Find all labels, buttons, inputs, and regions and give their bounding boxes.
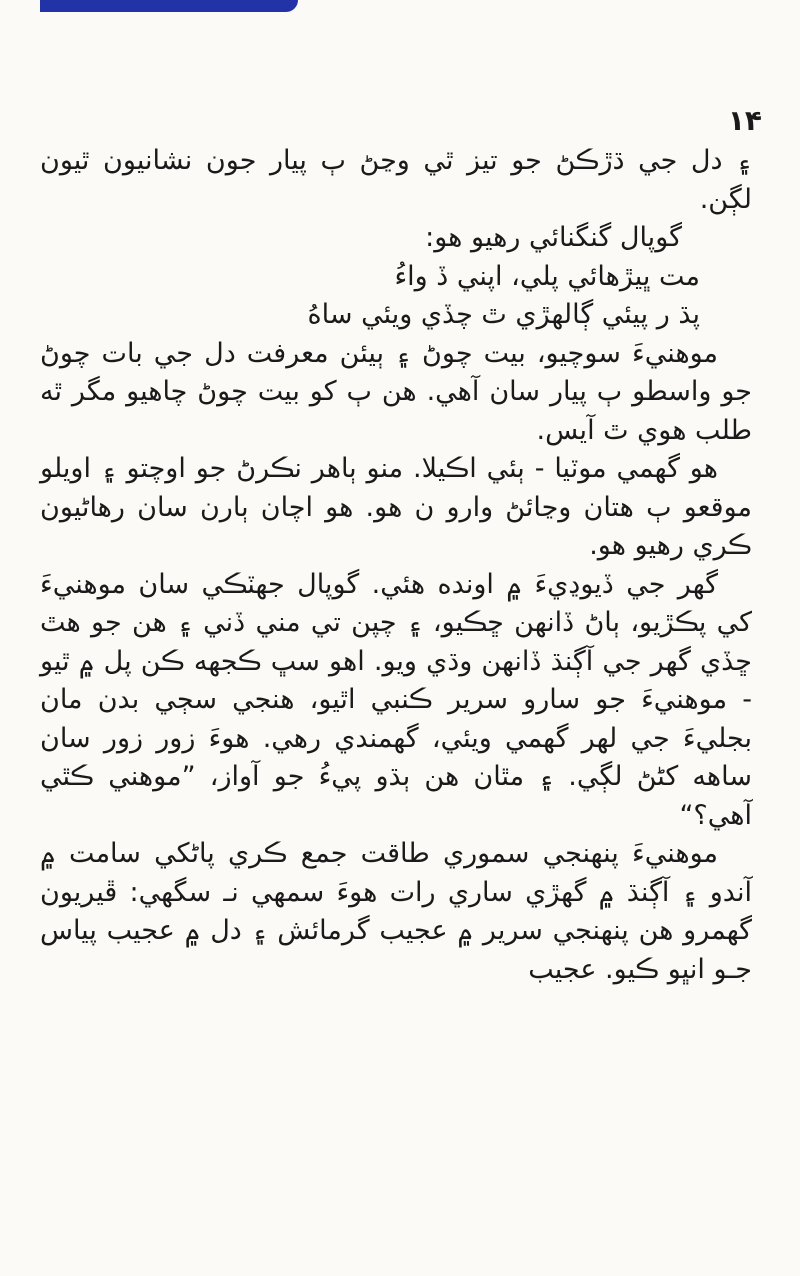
blue-page-edge: [40, 0, 298, 12]
paragraph-4: گهر جي ڏيوڍيءَ ۾ اونده هئي. گوپال جهٽڪي سان موهنيءَ کي پڪڙيو، ٻاڻ ڏانهن ڇڪيو، ۽ چپن تي مني ڏني ۽ هن جو هٿ ڇڏي گهر جي آڳنڌ ڏانهن وڌي ويو. اهو سڀ ڪجهه ڪن پل ۾ ٿيو - موهنيءَ جو سارو سرير ڪنبي اٿيو، هنجي سڄي بدن مان بجليءَ جي لهر گهمي ويئي، گهمندي رهي. هوءَ زور زور سان ساهه کڻڻ لڳي. ۽ مٿان هن ٻڌو پيءُ جو آواز، ”موهني ڪٿي آهي؟“: [40, 568, 752, 831]
paragraph-2: موهنيءَ سوچيو، بيت چوڻ ۽ ٻيئن معرفت دل جي بات چوڻ جو واسطو ٻ پيار سان آهي. هن ٻ کو بيت چوڻ چاهيو مگر ٿه طلب هوي ٿ آيس.: [40, 337, 752, 446]
document-page: [40, 100, 752, 1230]
page-number: ١۴: [727, 104, 762, 137]
paragraph-5: موهنيءَ پنهنجي سموري طاقت جمع ڪري پاڻکي سامت ۾ آندو ۽ آڳنڌ ۾ گهڙي ساري رات هوءَ سمهي نـ سگهي: ڦيريون گهمرو هن پنهنجي سرير ۾ عجيب گرمائش ۽ دل ۾ عجيب پياس جـو انڀو ڪيو. عجيب: [40, 838, 752, 985]
verse-intro: گوپال گنگنائي رهيو هو:: [425, 222, 682, 253]
verse-line-2: پڌ ر پيئي ڳالهڙي ٿ چڏي ويئي ساهُ: [307, 299, 700, 330]
verse-line-1: مت ڀيڙهائي پلي، اپني ڏ واءُ: [394, 260, 700, 292]
paragraph-3: هو گهمي موٽيا - ٻئي اڪيلا. منو ٻاهر نڪرڻ جو اوچتو ۽ اويلو موقعو ٻ هتان وڃائڻ وارو ن هو. هو اچان ٻارن سان رهاڻيون ڪري رهيو هو.: [40, 453, 752, 561]
paragraph-1: ۽ دل جي ڌڙڪڻ جو تيز ٿي وڃڻ ٻ پيار جون نشانيون ٿيون لڳن.: [40, 145, 752, 215]
